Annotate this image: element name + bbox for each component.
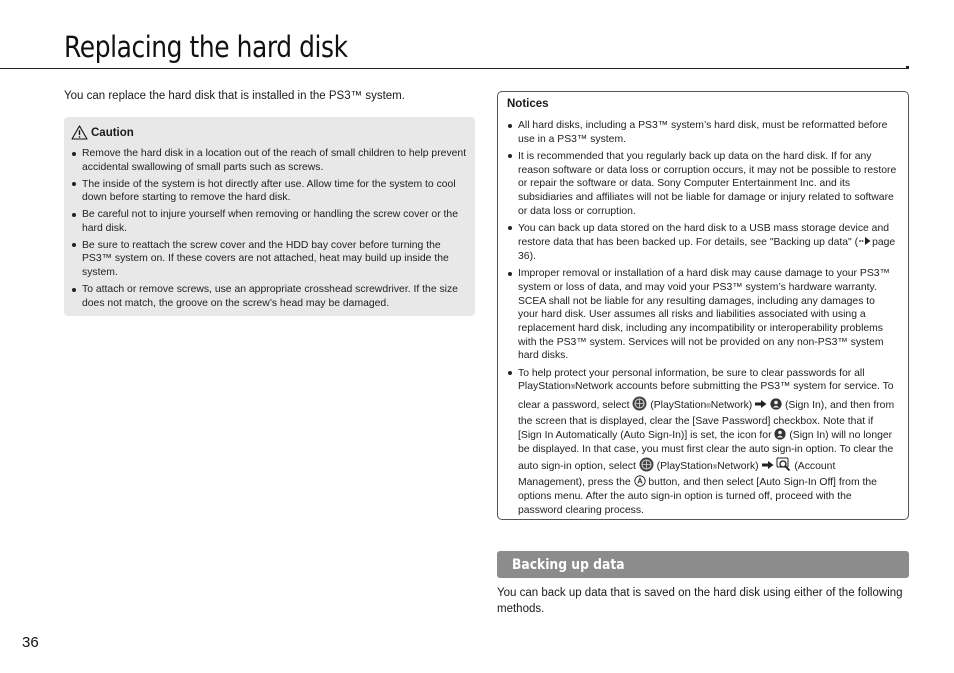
intro-text: You can replace the hard disk that is installed in the PS3™ system.	[64, 90, 405, 102]
notice-text: (PlayStation	[650, 399, 707, 411]
playstation-network-icon	[632, 396, 647, 411]
notice-item-backup	[507, 222, 898, 264]
sign-in-icon	[770, 398, 782, 410]
warning-triangle-icon	[71, 125, 88, 140]
page-reference-arrow-icon	[858, 235, 872, 247]
page-title: Replacing the hard disk	[64, 30, 348, 64]
notice-item-password	[507, 367, 898, 518]
notices-list	[507, 119, 898, 518]
registered-mark: ®	[712, 464, 718, 471]
caution-item: Be careful not to injure yourself when removing or handling the screw cover or the hard disk.	[71, 208, 467, 235]
caution-box	[64, 117, 475, 316]
caution-heading-label: Caution	[91, 126, 134, 139]
caution-list	[71, 147, 467, 310]
sign-in-icon	[774, 428, 786, 440]
registered-mark: ®	[706, 403, 711, 410]
notices-heading: Notices	[507, 98, 549, 110]
notice-item: All hard disks, including a PS3™ system’s hard disk, must be reformatted before use in a PS3™ system.	[507, 119, 898, 146]
caution-item: To attach or remove screws, use an appropriate crosshead screwdriver. If the size does not match, the groove on the screw’s head may be damaged.	[71, 283, 467, 310]
registered-mark: ®	[570, 385, 575, 392]
arrow-right-icon	[762, 459, 774, 471]
section-heading: Backing up data	[512, 556, 625, 573]
notice-text: Network)	[710, 399, 753, 411]
playstation-network-icon	[639, 457, 654, 472]
caution-heading	[71, 125, 467, 140]
title-rule	[0, 68, 908, 69]
notice-text: Network)	[717, 460, 759, 472]
notice-text: You can back up data stored on the hard disk to a USB mass storage device and restore data that has been backed up. For details, see "Backing up data" (	[518, 222, 890, 249]
title-rule-end-mark	[906, 66, 909, 69]
notice-item: It is recommended that you regularly back up data on the hard disk. If for any reason software or data loss or corruption occurs, it may not be possible to restore or repair the software or data. Sony Computer Entertainment Inc. and its subsidiaries and affiliates will not be liable for damage or injury related to software or data loss or corruption.	[507, 150, 898, 219]
notice-text: (Sign In), and then from the screen that is displayed, clear the [Save Password] checkbox. Note that if [Sign In Automatically (Auto Sign-In)] is set, the icon for	[518, 399, 895, 442]
notices-box	[497, 91, 909, 520]
section-heading-bar	[497, 551, 909, 578]
notice-text: (Account Management), press the	[518, 460, 836, 489]
page-number: 36	[22, 634, 39, 651]
page-reference-link[interactable]: page 36	[518, 237, 896, 263]
circle-button-icon	[634, 475, 646, 487]
account-management-icon	[776, 457, 791, 472]
notice-text: (Sign In) will no longer be displayed. In that case, you must first clear the auto sign-in option. To clear the auto sign-in option, select	[518, 430, 894, 472]
notice-text: (PlayStation	[656, 460, 713, 472]
notice-text: button, and then select [Auto Sign-In Off] from the options menu. After the auto sign-in option is turned off, proceed with the password clearing process.	[518, 477, 877, 516]
caution-item: Remove the hard disk in a location out of the reach of small children to help prevent accidental swallowing of small parts such as screws.	[71, 147, 467, 174]
arrow-right-icon	[755, 398, 767, 410]
notice-item: Improper removal or installation of a hard disk may cause damage to your PS3™ system or loss of data, and may void your PS3™ system’s hardware warranty. SCEA shall not be liable for any resulting damages, including any damages to your hard disk. User assumes all risks and liabilities associated with using a replacement hard disk, including any incompatibility or interoperability problems with the PS3™ system. Services will not be provided on any non-PS3™ system hard disks.	[507, 267, 898, 363]
caution-item: Be sure to reattach the screw cover and the HDD bay cover before turning the PS3™ system on. If these covers are not attached, heat may build up inside the system.	[71, 239, 467, 280]
section-body-text: You can back up data that is saved on the hard disk using either of the following methods.	[497, 587, 903, 615]
notice-text: To help protect your personal information, be sure to clear passwords for all PlayStation	[518, 367, 865, 393]
notice-text: ).	[529, 251, 536, 263]
notice-text: Network accounts before submitting the PS3™ system for service. To clear a password, select	[518, 381, 894, 411]
caution-item: The inside of the system is hot directly after use. Allow time for the system to cool down before starting to remove the hard disk.	[71, 178, 467, 205]
